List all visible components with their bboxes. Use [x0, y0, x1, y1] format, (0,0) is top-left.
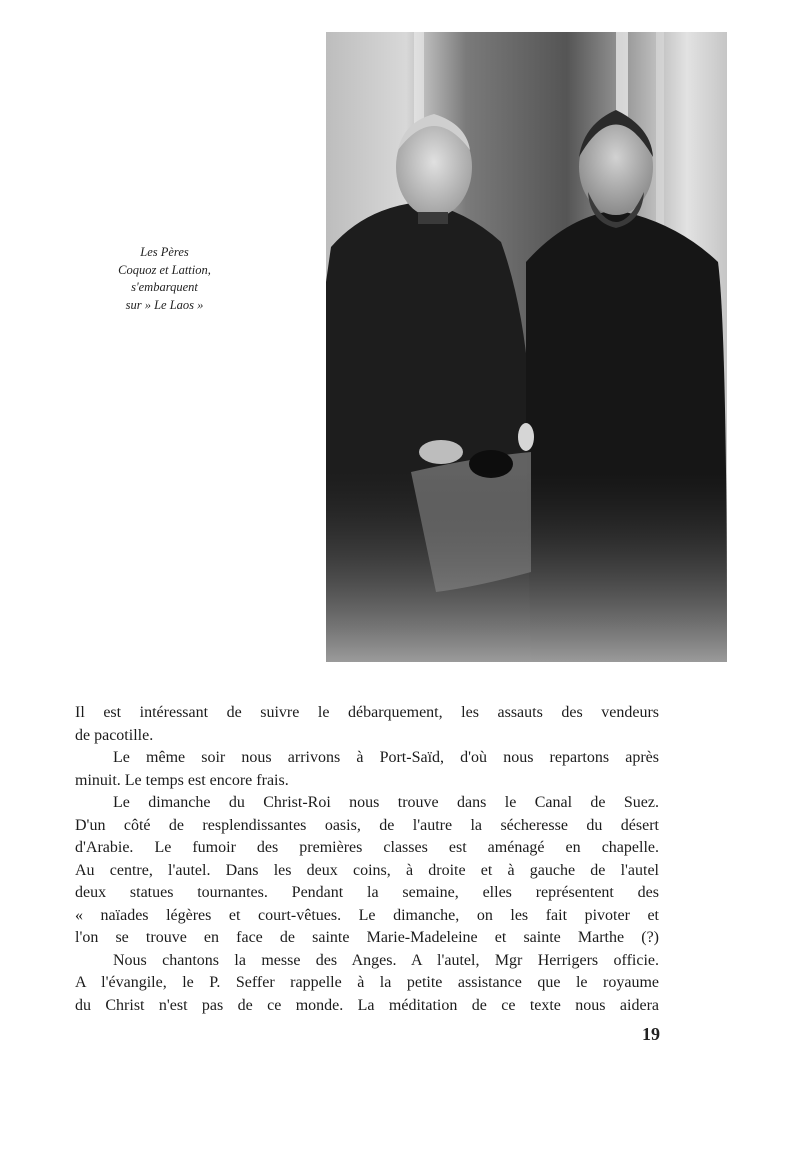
text-line: A l'évangile, le P. Seffer rappelle à la petite assistance que le royaume	[75, 974, 659, 991]
photograph-two-priests	[326, 32, 727, 662]
text-line: Nous chantons la messe des Anges. A l'autel, Mgr Herrigers officie.	[113, 951, 659, 969]
caption-line: sur » Le Laos »	[125, 297, 204, 312]
text-line: Le dimanche du Christ-Roi nous trouve dans le Canal de Suez.	[113, 794, 659, 811]
paragraph	[75, 747, 659, 792]
caption-line: Coquoz et Lattion,	[118, 262, 211, 277]
page-number: 19	[642, 1024, 660, 1044]
text-line: l'on se trouve en face de sainte Marie-Madeleine et sainte Marthe (?)	[75, 929, 659, 946]
body-text	[75, 702, 659, 1017]
photo-caption	[92, 244, 237, 314]
caption-line: Les Pères	[140, 245, 189, 259]
text-line: d'Arabie. Le fumoir des premières classes est aménagé en chapelle.	[75, 839, 659, 856]
paragraph	[75, 792, 659, 950]
text-line: Le même soir nous arrivons à Port-Saïd, d'où nous repartons après	[113, 749, 659, 766]
text-line: « naïades légères et court-vêtues. Le dimanche, on les fait pivoter et	[75, 906, 659, 924]
text-line: de pacotille.	[75, 726, 154, 744]
paragraph	[75, 702, 659, 747]
caption-line: s'embarquent	[131, 280, 198, 294]
text-line: minuit. Le temps est encore frais.	[75, 771, 289, 789]
paragraph	[75, 950, 659, 1018]
text-line: D'un côté de resplendissantes oasis, de l'autre la sécheresse du désert	[75, 816, 659, 834]
text-line: Il est intéressant de suivre le débarquement, les assauts des vendeurs	[75, 704, 659, 721]
text-line: du Christ n'est pas de ce monde. La méditation de ce texte nous aidera	[75, 996, 659, 1014]
text-line: Au centre, l'autel. Dans les deux coins, à droite et à gauche de l'autel	[75, 861, 659, 879]
text-line: deux statues tournantes. Pendant la semaine, elles représentent des	[75, 884, 659, 901]
